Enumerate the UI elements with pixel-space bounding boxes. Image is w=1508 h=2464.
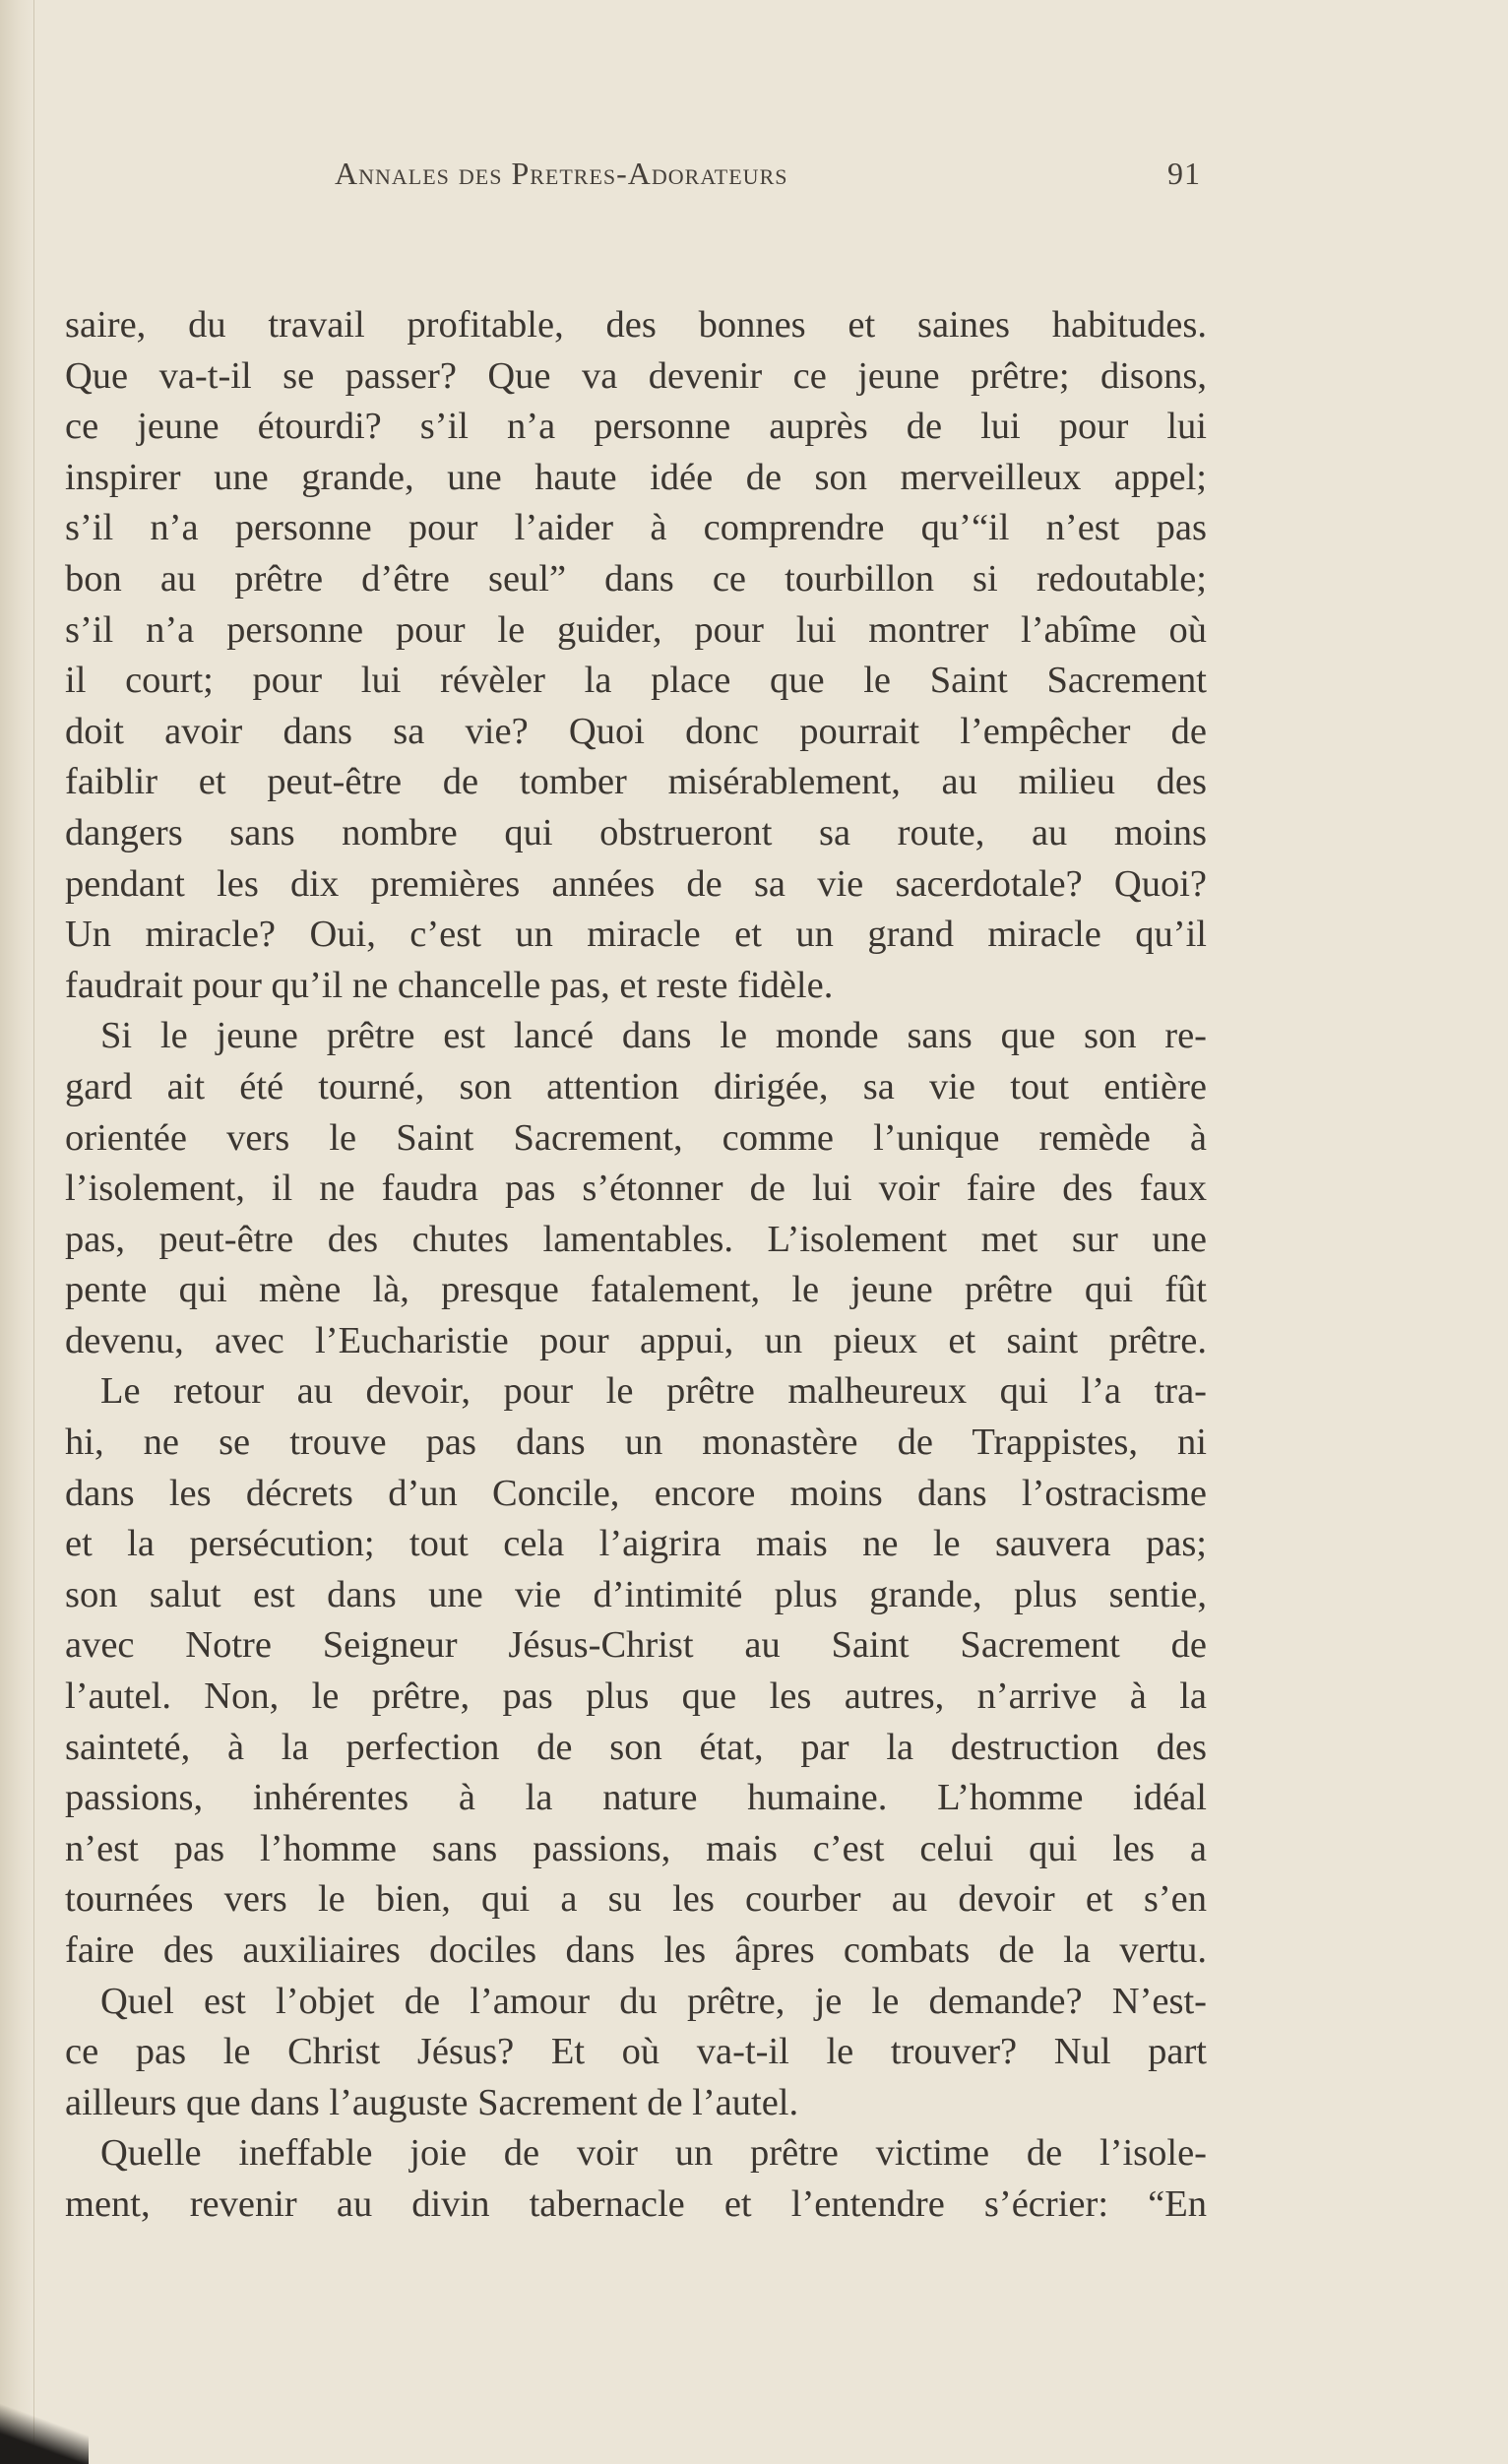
running-title: Annales des Pretres-Adorateurs [335,156,788,191]
text-line: dans les décrets d’un Concile, encore moins dans l’ostracisme [65,1472,1207,1514]
text-line: son salut est dans une vie d’intimité plus grande, plus sentie, [65,1573,1207,1615]
text-line: orientée vers le Saint Sacrement, comme l’unique remède à [65,1116,1207,1159]
text-line: tournées vers le bien, qui a su les courber au devoir et s’en [65,1878,1207,1921]
text-line: ce pas le Christ Jésus? Et où va-t-il le trouver? Nul part [65,2031,1207,2073]
text-line: saire, du travail profitable, des bonnes et saines habitudes. [65,304,1207,346]
page-gutter-edge [0,0,34,2464]
text-line: Le retour au devoir, pour le prêtre malheureux qui l’a tra- [100,1370,1207,1413]
text-line: il court; pour lui révèler la place que le Saint Sacrement [65,660,1207,702]
text-line: l’autel. Non, le prêtre, pas plus que les autres, n’arrive à la [65,1675,1207,1718]
text-line: Quelle ineffable joie de voir un prêtre victime de l’isole- [100,2132,1207,2175]
text-line: Si le jeune prêtre est lancé dans le monde sans que son re- [100,1015,1207,1057]
text-line: dangers sans nombre qui obstrueront sa route, au moins [65,811,1207,853]
text-line: ment, revenir au divin tabernacle et l’entendre s’écrier: “En [65,2182,1207,2225]
text-line: bon au prêtre d’être seul” dans ce tourbillon si redoutable; [65,557,1207,600]
text-line: faire des auxiliaires dociles dans les âpres combats de la vertu. [65,1929,1207,1971]
text-line: gard ait été tourné, son attention dirigée, sa vie tout entière [65,1065,1207,1107]
text-line: Que va-t-il se passer? Que va devenir ce jeune prêtre; disons, [65,354,1207,397]
text-line: et la persécution; tout cela l’aigrira mais ne le sauvera pas; [65,1523,1207,1565]
text-line: l’isolement, il ne faudra pas s’étonner de lui voir faire des faux [65,1168,1207,1210]
text-line: doit avoir dans sa vie? Quoi donc pourrait l’empêcher de [65,710,1207,752]
text-line: ce jeune étourdi? s’il n’a personne auprès de lui pour lui [65,406,1207,448]
text-line: avec Notre Seigneur Jésus-Christ au Saint Sacrement de [65,1624,1207,1667]
body-text [65,300,1207,2231]
text-line: hi, ne se trouve pas dans un monastère de Trappistes, ni [65,1422,1207,1464]
text-line: passions, inhérentes à la nature humaine. L’homme idéal [65,1777,1207,1819]
running-header [335,156,1201,205]
text-line: faiblir et peut-être de tomber misérablement, au milieu des [65,761,1207,803]
corner-shadow [0,2395,89,2464]
text-line: s’il n’a personne pour l’aider à comprendre qu’“il n’est pas [65,507,1207,549]
text-line: pendant les dix premières années de sa vie sacerdotale? Quoi? [65,862,1207,905]
text-line: devenu, avec l’Eucharistie pour appui, un pieux et saint prêtre. [65,1319,1207,1361]
text-line: s’il n’a personne pour le guider, pour lui montrer l’abîme où [65,608,1207,651]
text-line: Un miracle? Oui, c’est un miracle et un grand miracle qu’il [65,914,1207,956]
text-line: Quel est l’objet de l’amour du prêtre, je le demande? N’est- [100,1980,1207,2022]
text-line: sainteté, à la perfection de son état, par la destruction des [65,1726,1207,1768]
text-line: ailleurs que dans l’auguste Sacrement de l’autel. [65,2081,799,2123]
text-line: n’est pas l’homme sans passions, mais c’est celui qui les a [65,1827,1207,1869]
page-number: 91 [1167,156,1201,191]
text-line: faudrait pour qu’il ne chancelle pas, et reste fidèle. [65,964,834,1006]
text-line: pas, peut-être des chutes lamentables. L’isolement met sur une [65,1218,1207,1260]
text-line: inspirer une grande, une haute idée de son merveilleux appel; [65,456,1207,498]
text-line: pente qui mène là, presque fatalement, le jeune prêtre qui fût [65,1269,1207,1311]
